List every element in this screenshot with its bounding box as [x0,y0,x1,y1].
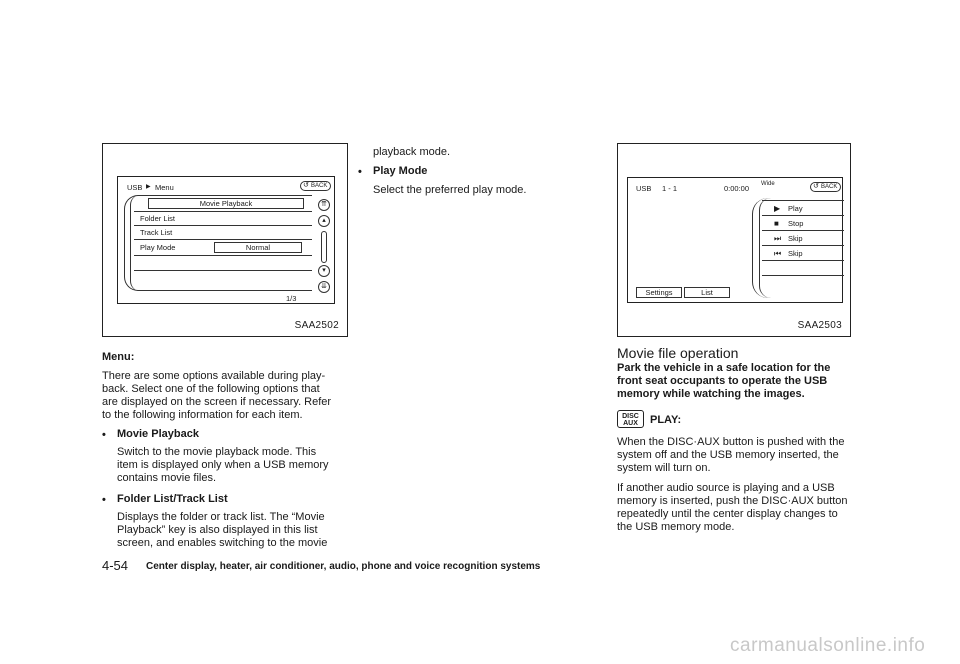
panel-divider [762,230,844,231]
text-line: item is displayed only when a USB memory [117,459,329,471]
text-line: Switch to the movie playback mode. This [117,446,317,458]
figure-code: SAA2503 [797,320,842,331]
disc-aux-key-icon [617,410,644,428]
panel-divider [762,245,844,246]
text-line: are displayed on the screen if necessary. Refer [102,396,332,408]
play-paragraph-1 [617,436,857,475]
scroll-up-button[interactable]: ▴ [318,215,330,227]
play-mode-continuation: playback mode. [373,146,451,158]
menu-intro-paragraph [102,370,352,422]
menu-back-button[interactable] [300,181,331,191]
menu-header-source: USB [127,183,143,192]
menu-divider [134,270,312,271]
play-mode-value-box[interactable]: Normal [214,242,302,253]
text-line: repeatedly until the center display changes to [617,508,838,520]
menu-divider [134,255,312,256]
bullet-play-mode-title: Play Mode [373,165,428,177]
menu-item-folder-list[interactable]: Folder List [140,214,176,223]
playback-track-number: 1 - 1 [662,184,678,193]
back-button-label: BACK [311,183,328,189]
bullet-movie-playback-title: Movie Playback [117,428,199,440]
scroll-bottom-button[interactable]: ⇊ [318,281,330,293]
play-icon: ▶ [774,204,781,213]
panel-divider [762,200,844,201]
text-line: system will turn on. [617,462,711,474]
text-line: When the DISC·AUX button is pushed with the [617,436,845,448]
bullet-dot: • [102,429,106,441]
menu-divider [134,211,312,212]
playback-back-button[interactable] [810,182,841,192]
page-number: 4-54 [102,558,129,573]
skip-back-icon: ⏮ [774,249,782,258]
play-label: Play [788,204,803,213]
menu-divider [134,239,312,240]
menu-page-indicator: 1/3 [286,294,297,303]
menu-header-arrow: ▶ [146,184,151,190]
menu-heading: Menu: [102,351,135,363]
menu-screen-figure [102,143,348,337]
back-arrow-icon: ↺ [303,182,309,189]
scrollbar[interactable] [321,231,327,263]
chapter-title: Center display, heater, air conditioner, audio, phone and voice recognition systems [146,561,541,572]
text-line: the USB memory mode. [617,521,735,533]
safety-warning [617,362,857,401]
text-line: contains movie files. [117,472,217,484]
bullet-movie-playback-text [117,446,353,485]
text-line: to the following information for each item. [102,409,303,421]
bullet-play-mode-text: Select the preferred play mode. [373,184,527,196]
text-line: There are some options available during play- [102,370,326,382]
stop-icon: ■ [774,219,779,228]
text-line: memory is inserted, push the DISC·AUX button [617,495,848,507]
text-line: memory while watching the images. [617,388,805,400]
scroll-top-button[interactable]: ⇈ [318,199,330,211]
bullet-dot: • [102,494,106,506]
scroll-down-button[interactable]: ▾ [318,265,330,277]
skip-forward-label: Skip [788,234,803,243]
back-arrow-icon: ↺ [813,183,819,190]
text-line: system off and the USB memory inserted, the [617,449,839,461]
text-line: screen, and enables switching to the movie [117,537,328,549]
panel-divider [762,260,844,261]
stop-label: Stop [788,219,804,228]
watermark: carmanualsonline.info [730,635,926,656]
list-button[interactable]: List [684,287,730,298]
panel-divider [762,275,844,276]
control-panel-inner-frame [759,198,844,298]
text-line: Displays the folder or track list. The “Movie [117,511,325,523]
play-heading: PLAY: [650,414,682,426]
disc-key-bottom-label: AUX [623,420,638,427]
menu-divider [134,225,312,226]
playback-time: 0:00:00 [724,184,750,193]
disc-key-top-label: DISC [622,413,639,420]
back-button-label: BACK [821,184,838,190]
skip-back-label: Skip [788,249,803,258]
menu-item-track-list[interactable]: Track List [140,228,173,237]
skip-forward-icon: ⏭ [774,234,782,243]
section-title-movie-file-operation: Movie file operation [617,345,739,361]
bullet-folder-track-list-text [117,511,353,550]
text-line: If another audio source is playing and a USB [617,482,835,494]
playback-wide-mode: Wide [761,181,775,187]
menu-header-title: Menu [155,183,174,192]
menu-item-movie-playback[interactable]: Movie Playback [148,198,304,209]
play-paragraph-2 [617,482,857,534]
text-line: Playback” key is also displayed in this list [117,524,318,536]
menu-screen [117,176,335,304]
bullet-folder-track-list-title: Folder List/Track List [117,493,228,505]
menu-item-play-mode[interactable]: Play Mode [140,243,176,252]
text-line: front seat occupants to operate the USB [617,375,828,387]
text-line: Park the vehicle in a safe location for the [617,362,831,374]
movie-playback-screen [627,177,843,303]
settings-button[interactable]: Settings [636,287,682,298]
movie-playback-screen-figure [617,143,851,337]
bullet-dot: • [358,166,362,178]
panel-divider [762,215,844,216]
text-line: back. Select one of the following options that [102,383,320,395]
playback-source-label: USB [636,184,652,193]
figure-code: SAA2502 [294,320,339,331]
